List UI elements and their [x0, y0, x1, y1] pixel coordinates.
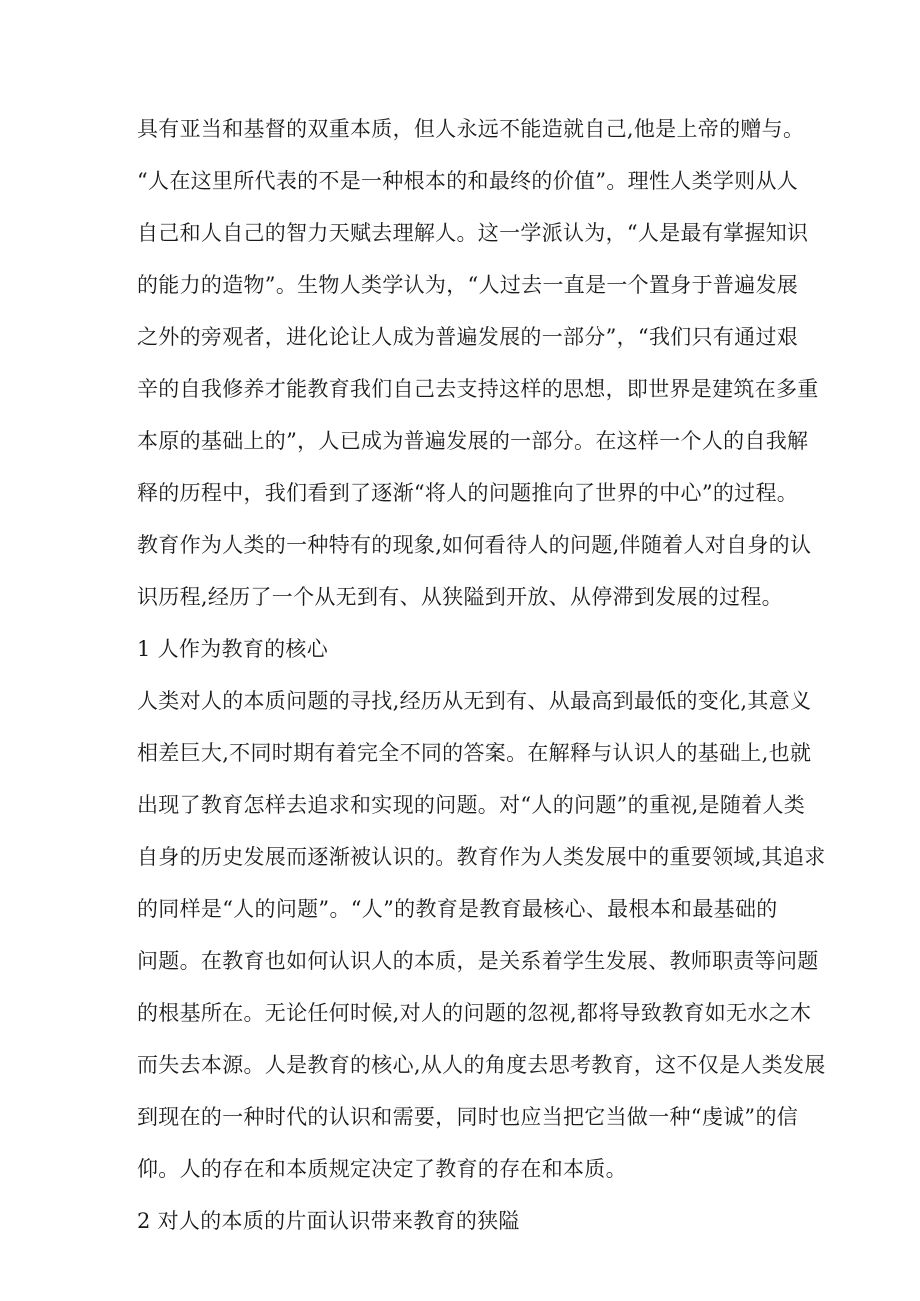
body-text-line: 到现在的一种时代的认识和需要，同时也应当把它当做一种“虔诚”的信 [137, 1105, 799, 1129]
body-text-line: 的能力的造物”。生物人类学认为，“人过去一直是一个置身于普遍发展 [137, 273, 799, 297]
body-text-line: 问题。在教育也如何认识人的本质，是关系着学生发展、教师职责等问题 [137, 949, 819, 973]
body-text-line: 仰。人的存在和本质规定决定了教育的存在和本质。 [137, 1157, 627, 1181]
body-text-line: 人类对人的本质问题的寻找,经历从无到有、从最高到最低的变化,其意义 [137, 689, 812, 713]
body-text-line: “人在这里所代表的不是一种根本的和最终的价值”。理性人类学则从人 [137, 169, 799, 193]
body-text-line: 识历程,经历了一个从无到有、从狭隘到开放、从停滞到发展的过程。 [137, 585, 783, 609]
section-heading: 1 人作为教育的核心 [137, 637, 329, 661]
section-heading: 2 对人的本质的片面认识带来教育的狭隘 [137, 1209, 520, 1233]
body-text-line: 自身的历史发展而逐渐被认识的。教育作为人类发展中的重要领域,其追求 [137, 845, 826, 869]
body-text-line: 教育作为人类的一种特有的现象,如何看待人的问题,伴随着人对自身的认 [137, 533, 812, 557]
body-text-line: 具有亚当和基督的双重本质，但人永远不能造就自己,他是上帝的赠与。 [137, 117, 805, 141]
body-text-line: 之外的旁观者，进化论让人成为普遍发展的一部分”，“我们只有通过艰 [137, 325, 799, 349]
body-text-line: 出现了教育怎样去追求和实现的问题。对“人的问题”的重视,是随着人类 [137, 793, 806, 817]
body-text-line: 辛的自我修养才能教育我们自己去支持这样的思想，即世界是建筑在多重 [137, 377, 819, 401]
body-text-line: 的根基所在。无论任何时候,对人的问题的忽视,都将导致教育如无水之木 [137, 1001, 812, 1025]
body-text-line: 的同样是“人的问题”。“人”的教育是教育最核心、最根本和最基础的 [137, 897, 778, 921]
body-text-line: 而失去本源。人是教育的核心,从人的角度去思考教育，这不仅是人类发展 [137, 1053, 826, 1077]
body-text-line: 释的历程中，我们看到了逐渐“将人的问题推向了世界的中心”的过程。 [137, 481, 799, 505]
body-text-line: 本原的基础上的”，人已成为普遍发展的一部分。在这样一个人的自我解 [137, 429, 809, 453]
body-text-line: 自己和人自己的智力天赋去理解人。这一学派认为，“人是最有掌握知识 [137, 221, 809, 245]
body-text-line: 相差巨大,不同时期有着完全不同的答案。在解释与认识人的基础上,也就 [137, 741, 812, 765]
